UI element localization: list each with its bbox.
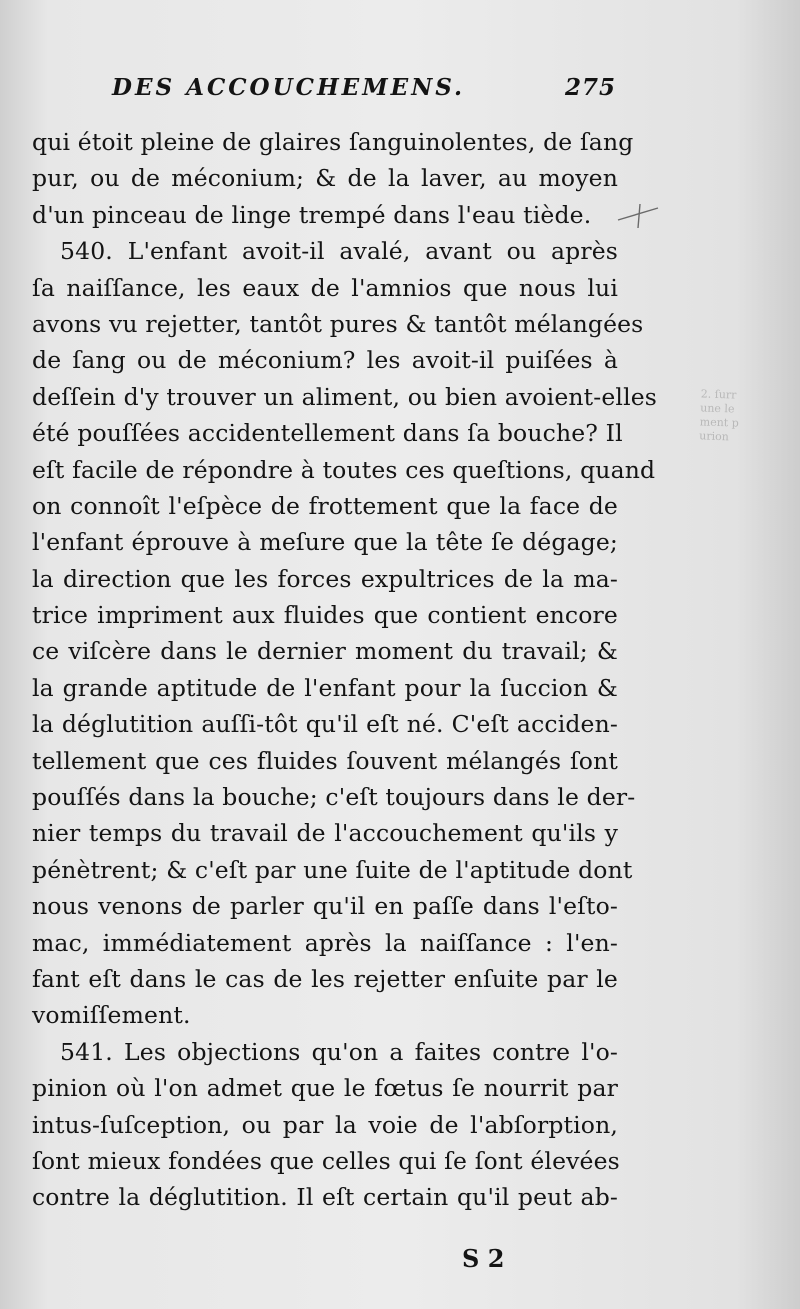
paragraph-540-start: 540. L'enfant avoit-il avalé, avant ou après [60, 237, 618, 266]
text-line: pinion où l'on admet que le fœtus ſe nourrit par [32, 1074, 618, 1103]
text-line: ſa naiſſance, les eaux de l'amnios que nous lui [32, 273, 618, 302]
text-line: de ſang ou de méconium? les avoit-il puiſées à [32, 346, 618, 375]
text-line: d'un pinceau de linge trempé dans l'eau tiède. [32, 200, 592, 229]
text-line: qui étoit pleine de glaires ſanguinolentes, de ſang [32, 128, 634, 156]
text-line: la déglutition auſſi-tôt qu'il eſt né. C'eſt acciden- [32, 710, 618, 739]
text-line: contre la déglutition. Il eſt certain qu'il peut ab- [32, 1183, 618, 1212]
text-line: nier temps du travail de l'accouchement qu'ils y [32, 819, 618, 848]
running-title: DES ACCOUCHEMENS. [112, 74, 466, 101]
text-line: ſont mieux fondées que celles qui ſe ſont élevées [32, 1146, 620, 1175]
paragraph-541-start: 541. Les objections qu'on a faites contre l'o- [60, 1037, 618, 1066]
bleed-through-text: 2. ſurr une le ment p urion [699, 387, 739, 444]
pencil-cross-mark-icon [616, 200, 660, 230]
text-line: la grande aptitude de l'enfant pour la ſuccion & [32, 673, 618, 702]
text-line: mac, immédiatement après la naiſſance : l'en- [32, 928, 618, 957]
text-line: été pouſſées accidentellement dans ſa bouche? Il [32, 419, 623, 448]
text-line: trice impriment aux fluides que contient encore [32, 601, 618, 630]
text-line: deſſein d'y trouver un aliment, ou bien avoient-elles [32, 382, 658, 411]
text-line: pur, ou de méconium; & de la laver, au moyen [32, 164, 618, 193]
text-line: l'enfant éprouve à meſure que la tête ſe dégage; [32, 528, 618, 557]
text-line: eſt facile de répondre à toutes ces queſtions, quand [32, 455, 656, 484]
text-line: vomiſſement. [32, 1001, 191, 1030]
page-number: 275 [564, 74, 616, 101]
text-line: ce viſcère dans le dernier moment du travail; & [32, 637, 618, 666]
text-line: tellement que ces fluides ſouvent mélangés ſont [32, 746, 618, 775]
page-text-block [32, 74, 658, 1216]
text-line: on connoît l'eſpèce de frottement que la face de [32, 491, 618, 520]
text-line: la direction que les forces expultrices de la ma- [32, 564, 618, 593]
text-line: intus-ſuſception, ou par la voie de l'abſorption, [32, 1110, 618, 1139]
text-line: fant eſt dans le cas de les rejetter enſuite par le [32, 964, 618, 993]
text-line: pouſſés dans la bouche; c'eſt toujours dans le der- [32, 783, 636, 812]
text-line: nous venons de parler qu'il en paſſe dans l'eſto- [32, 892, 618, 921]
running-header [32, 74, 618, 124]
text-line: avons vu rejetter, tantôt pures & tantôt mélangées [32, 309, 644, 338]
signature-mark: S 2 [462, 1244, 505, 1273]
text-line: pénètrent; & c'eſt par une ſuite de l'aptitude dont [32, 855, 633, 884]
